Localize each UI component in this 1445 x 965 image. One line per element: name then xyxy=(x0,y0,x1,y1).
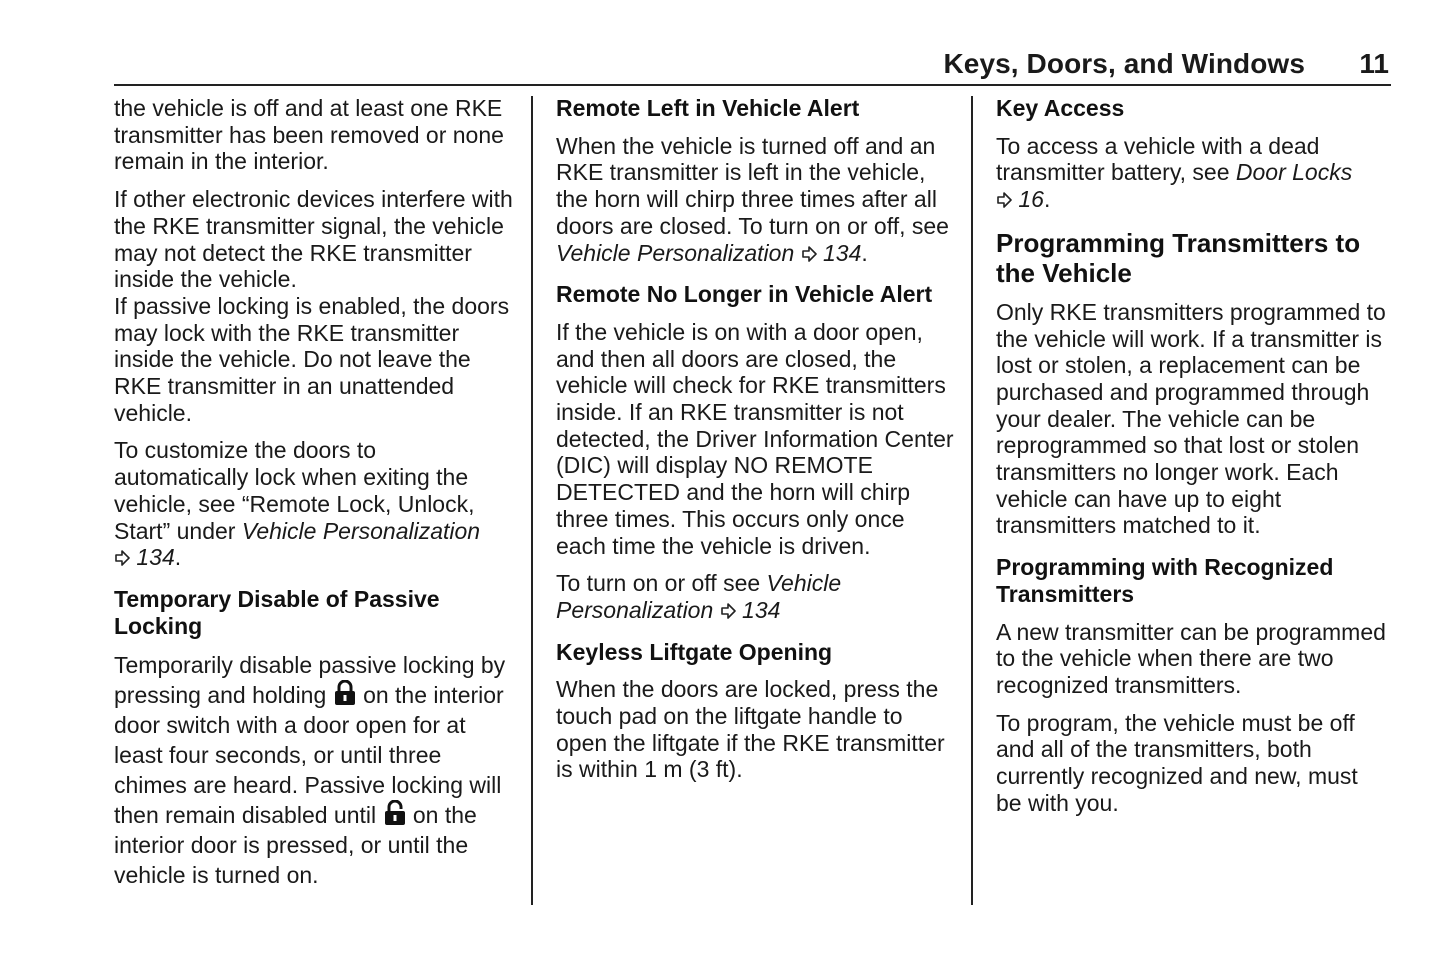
cross-reference-link[interactable]: Door Locks xyxy=(1235,159,1353,186)
column-1 xyxy=(114,95,514,890)
lock-icon xyxy=(384,800,406,826)
paragraph xyxy=(556,570,956,623)
column-2 xyxy=(556,95,956,783)
page-number: 11 xyxy=(1359,48,1389,79)
page-reference[interactable]: 134 xyxy=(136,544,175,571)
paragraph-text: When the vehicle is turned off and an RKE transmitter is left in the vehicle, the horn will chirp three times after all doors are closed. To turn on or off, see xyxy=(556,132,949,239)
paragraph xyxy=(114,650,514,890)
column-3 xyxy=(996,95,1388,816)
paragraph-text: To access a vehicle with a dead transmitter battery, see xyxy=(996,132,1320,186)
cross-reference-arrow-icon xyxy=(996,191,1012,209)
column-divider xyxy=(531,96,533,905)
paragraph: A new transmitter can be programmed to the vehicle when there are two recognized transmitters. xyxy=(996,618,1386,698)
paragraph: Only RKE transmitters programmed to the vehicle will work. If a transmitter is lost or stolen, a replacement can be purchased and programmed through your dealer. The vehicle can be reprogrammed so that lost or stolen transmitters no longer work. Each vehicle can have up to eight transmitters matched to it. xyxy=(996,298,1386,539)
paragraph xyxy=(996,133,1388,213)
paragraph xyxy=(556,133,956,267)
paragraph-text: Temporarily disable passive locking by pressing and holding xyxy=(114,652,506,709)
page-reference[interactable]: 134 xyxy=(742,596,781,623)
subheading: Remote Left in Vehicle Alert xyxy=(556,95,860,121)
subheading: Temporary Disable of Passive Locking xyxy=(114,585,440,639)
paragraph: If the vehicle is on with a door open, and then all doors are closed, the vehicle will check for RKE transmitters inside. If an RKE transmitter is not detected, the Driver Information Center (DIC) will display NO REMOTE DETECTED and the horn will chirp three times. This occurs only once each time the vehicle is driven. xyxy=(556,318,954,559)
punctuation: . xyxy=(1043,186,1051,213)
cross-reference-arrow-icon xyxy=(801,245,817,263)
paragraph: the vehicle is off and at least one RKE transmitter has been removed or none remain in the interior. xyxy=(114,95,504,175)
cross-reference-arrow-icon xyxy=(720,602,736,620)
unlock-icon xyxy=(334,680,356,706)
subheading: Keyless Liftgate Opening xyxy=(556,638,833,665)
page-reference[interactable]: 134 xyxy=(823,239,862,266)
paragraph: If passive locking is enabled, the doors may lock with the RKE transmitter inside the vehicle. Do not leave the RKE transmitter in an unattended vehicle. xyxy=(114,292,510,426)
paragraph-text: on the interior door is pressed, or until the vehicle is turned on. xyxy=(114,802,477,889)
punctuation: . xyxy=(861,239,868,266)
section-heading: Programming Transmitters to the Vehicle xyxy=(996,227,1361,288)
subheading: Programming with Recognized Transmitters xyxy=(996,554,1334,607)
column-divider xyxy=(971,96,973,905)
page-header xyxy=(114,46,1391,86)
subheading: Key Access xyxy=(996,95,1125,121)
cross-reference-arrow-icon xyxy=(114,549,130,567)
paragraph xyxy=(114,437,514,571)
cross-reference-link[interactable]: Vehicle Personalization xyxy=(556,570,842,623)
page-reference[interactable]: 16 xyxy=(1018,186,1044,213)
punctuation: . xyxy=(174,544,182,571)
paragraph: When the doors are locked, press the touch pad on the liftgate handle to open the liftgate if the RKE transmitter is within 1 m (3 ft). xyxy=(556,676,945,783)
paragraph: To program, the vehicle must be off and all of the transmitters, both currently recognized and new, must be with you. xyxy=(996,709,1358,816)
cross-reference-link[interactable]: Vehicle Personalization xyxy=(241,517,481,544)
paragraph-text: on the interior door switch with a door open for at least four seconds, or until three chimes are heard. Passive locking will then remain disabled until xyxy=(114,682,504,829)
cross-reference-link[interactable]: Vehicle Personalization xyxy=(556,239,795,266)
paragraph-text: To turn on or off see xyxy=(556,570,767,597)
section-title: Keys, Doors, and Windows xyxy=(943,48,1305,79)
paragraph-text: To customize the doors to automatically lock when exiting the vehicle, see “Remote Lock, Unlock, Start” under xyxy=(114,437,475,544)
paragraph: If other electronic devices interfere with the RKE transmitter signal, the vehicle may not detect the RKE transmitter inside the vehicle. xyxy=(114,186,513,293)
subheading: Remote No Longer in Vehicle Alert xyxy=(556,281,933,308)
